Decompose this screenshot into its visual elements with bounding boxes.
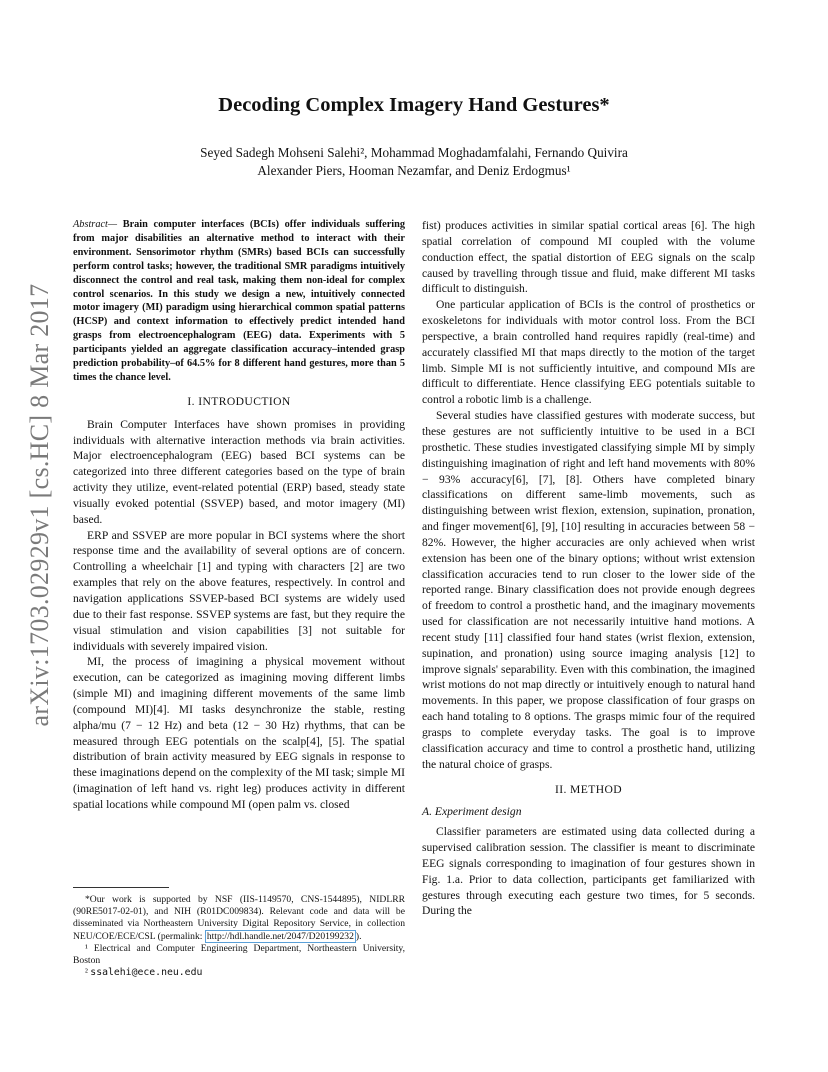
- footnote-divider: [73, 887, 169, 888]
- author-list: [0, 144, 828, 180]
- arxiv-identifier-text: arXiv:1703.02929v1 [cs.HC] 8 Mar 2017: [25, 283, 54, 727]
- introduction-heading: I. INTRODUCTION: [187, 394, 291, 408]
- intro-paragraph-2: ERP and SSVEP are more popular in BCI systems where the short response time and the availability of several options are of concern. Controlling a wheelchair [1] and typing with characters [2] are two examples that rely on the above features, respectively. In control and navigation applications SSVEP-based BCI systems are widely used due to their fast response. SSVEP systems are fast, but they require the visual stimulation and vision capabilities [3] not suitable for individuals with severely impaired vision.: [73, 528, 405, 653]
- right-column: [422, 218, 755, 919]
- intro-paragraph-3: MI, the process of imagining a physical movement without execution, can be categorized as imagining moving different limbs (simple MI) and imagining different movements of the same limb (compound MI)[4]. MI tasks desynchronize the stable, resting alpha/mu (7 − 12 Hz) and beta (12 − 30 Hz) rhythms, that can be measured through EEG potentials on the scalp[4], [5]. The spatial distribution of brain activity measured by EEG signals in response to these imaginations depend on the complexity of the MI task; simple MI (imagination of left hand vs. right leg) produces activity in different spatial locations while compound MI (open palm vs. closed: [73, 655, 405, 811]
- intro-paragraph-1: Brain Computer Interfaces have shown promises in providing individuals with alternative interaction methods via brain activities. Major electroencephalogram (EEG) based BCI systems can be categorized into three different categories based on the type of brain activity they utilize, event-related potential (ERP) based, steady state visually evoked potential (SSVEP) based, and motor imagery (MI) based.: [73, 417, 405, 526]
- funding-footnote: [73, 894, 405, 943]
- intro-paragraph-3-continued: fist) produces activities in similar spatial cortical areas [6]. The high spatial correlation of compound MI coupled with the volume conduction effect, the spatial distortion of EEG signals on the scalp caused by travelling through tissue and fluid, make different MI tasks difficult to distinguish.: [422, 219, 755, 296]
- method-paragraph-1: Classifier parameters are estimated using data collected during a supervised calibration session. The classifier is meant to discriminate EEG signals corresponding to imagination of four gestures shown in Fig. 1.a. Prior to data collection, participants get familiarized with gestures through executing each gesture two times, for 5 seconds. During the: [422, 825, 755, 918]
- funding-footnote-end: ).: [355, 930, 362, 942]
- email-address[interactable]: ssalehi@ece.neu.edu: [90, 967, 203, 979]
- affiliation-footnote: ¹ Electrical and Computer Engineering Department, Northeastern University, Boston: [73, 942, 405, 967]
- footnotes: [73, 894, 405, 979]
- intro-paragraph-4: One particular application of BCIs is the control of prosthetics or exoskeletons for individuals with motor control loss. From the BCI perspective, a brain controlled hand requires rapidly (real-time) and accurately classified MI that maps directly to the motion of the target limb. Simple MI is not sufficiently intuitive, and compound MIs are difficult to differentiate. Hence classifying EEG potentials suitable to control a robotic limb is a challenge.: [422, 298, 755, 407]
- abstract-text: Brain computer interfaces (BCIs) offer individuals suffering from major disabilities an alternative method to interact with their environment. Sensorimotor rhythm (SMRs) based BCIs can successfully perform control tasks; however, the traditional SMR paradigms intuitively disconnect the control and real task, making them non-ideal for complex control scenarios. In this study we design a new, intuitively connected motor imagery (MI) paradigm using hierarchical common spatial patterns (HCSP) and context information to effectively predict intended hand grasps from electroencephalogram (EEG) data. Experiments with 5 participants yielded an aggregate classification accuracy–intended grasp prediction probability–of 64.5% for 8 different hand gestures, more than 5 times the chance level.: [73, 219, 405, 383]
- abstract: [73, 218, 405, 385]
- abstract-lead: Abstract—: [73, 219, 118, 230]
- intro-paragraph-5: Several studies have classified gestures with moderate success, but these gestures are not sufficiently intuitive to be used in a BCI prosthetic. These studies investigated classifying simple MI by simply distinguishing imagination of right and left hand movements with 80% − 93% accuracy[6], [7], [8]. Others have completed binary classifications on different same-limb movements, such as distinguishing between wrist flexion, extension, supination, pronation, and finger movement[6], [9], [10] resulting in accuracies between 58 − 82%. However, the higher accuracies are only achieved when wrist extension has been one of the binary options; without wrist extension classification accuracies tend to run closer to the lower side of the reported range. Binary classification does not provide enough degrees of freedom to control a prosthetic hand, and the imaginary movements used for classification are not necessarily intuitive hand motions. A recent study [11] classified four hand states (wrist flexion, extension, supination, and pronation) using source imaging analysis [12] to improve signals' separability. Even with this combination, the imagined wrist motions do not map directly or intuitively enough to natural hand movements. In this paper, we propose classification of four grasps on each hand totaling to 8 options. The grasps mimic four of the required grasps to complete everyday tasks. The goal is to improve classification accuracy and time to control a prosthetic hand, utilizing the natural choice of grasps.: [422, 409, 755, 771]
- authors-line-1: Seyed Sadegh Mohseni Salehi², Mohammad Moghadamfalahi, Fernando Quivira: [200, 145, 628, 160]
- paper-title: Decoding Complex Imagery Hand Gestures*: [218, 94, 610, 116]
- email-footnote: [73, 967, 405, 979]
- authors-line-2: Alexander Piers, Hooman Nezamfar, and Deniz Erdogmus¹: [257, 163, 571, 178]
- email-footnote-mark: ²: [85, 967, 88, 979]
- experiment-design-subheading: A. Experiment design: [422, 805, 522, 819]
- funding-footnote-text: *Our work is supported by NSF (IIS-1149570, CNS-1544895), NIDLRR (90RE5017-02-01), and NIH (R01DC009834). Relevant code and data will be disseminated via Northeastern University Digital Repository Service, in collection NEU/COE/ECE/CSL (permalink:: [73, 894, 405, 942]
- permalink-link[interactable]: http://hdl.handle.net/2047/D20199232: [206, 930, 354, 942]
- arxiv-identifier: [20, 283, 60, 727]
- method-heading: II. METHOD: [554, 782, 623, 796]
- left-column: [73, 218, 405, 813]
